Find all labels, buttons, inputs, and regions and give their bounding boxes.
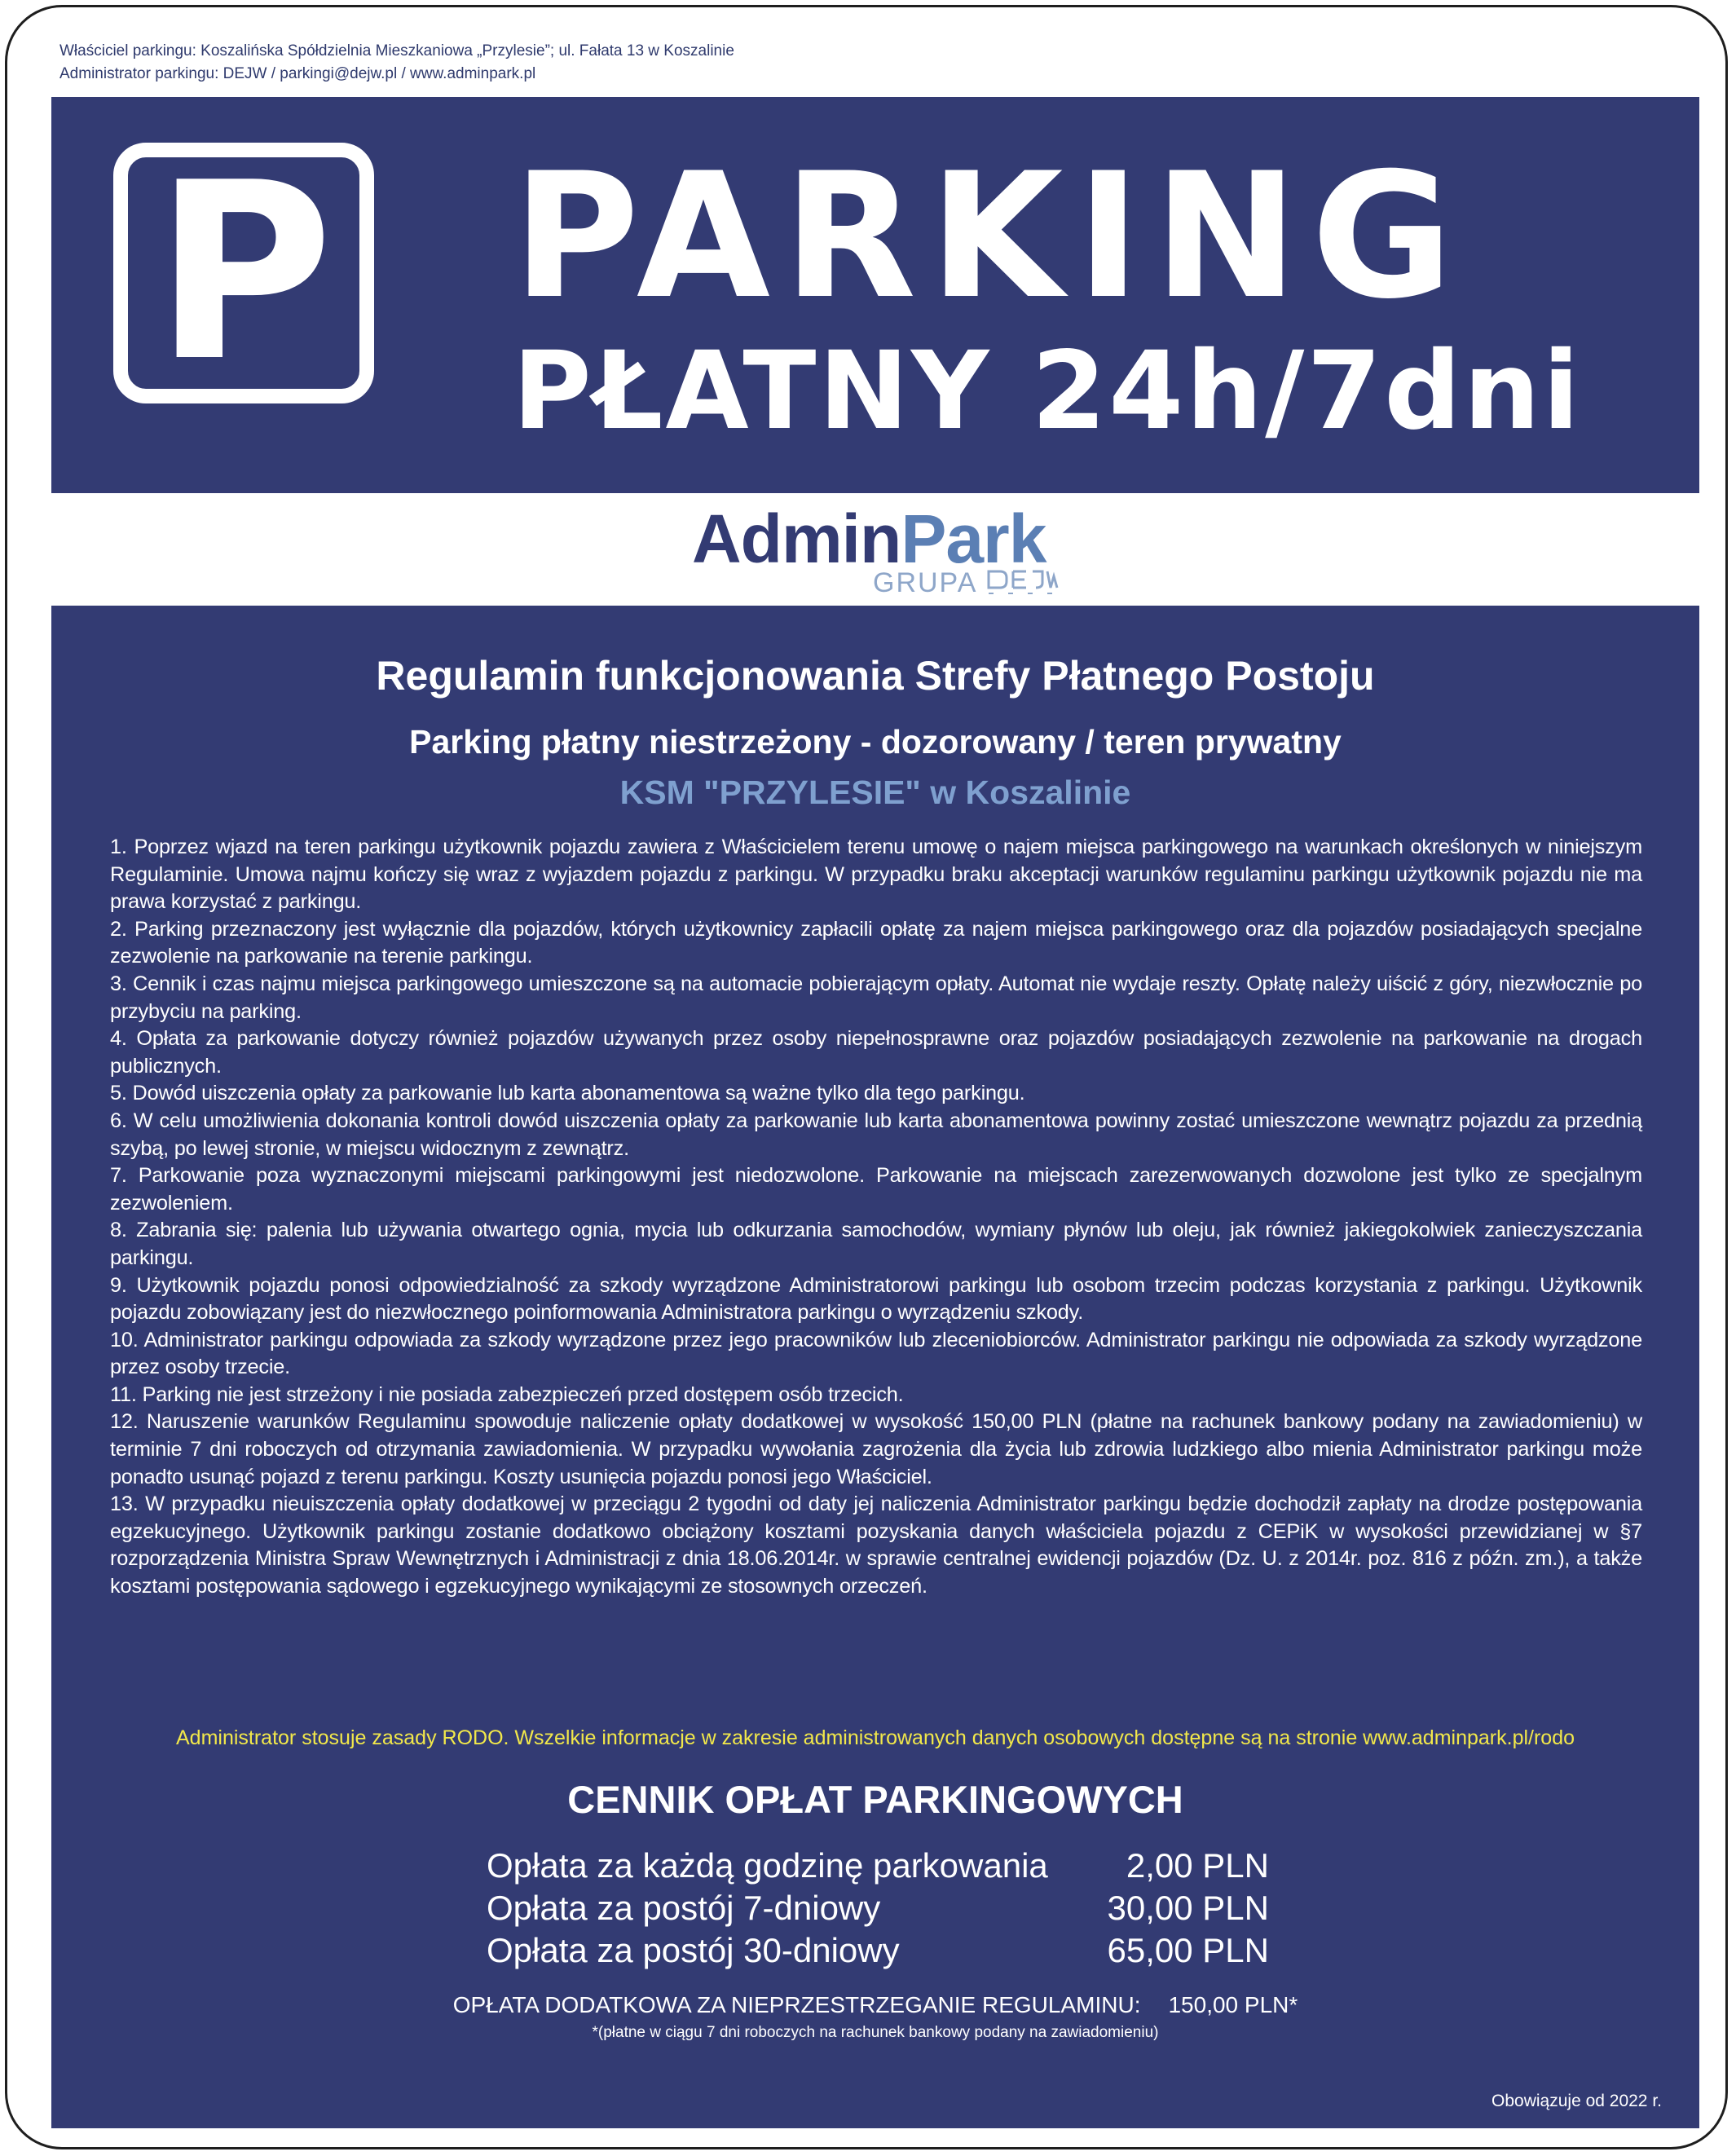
extra-fee-label: OPŁATA DODATKOWA ZA NIEPRZESTRZEGANIE REGULAMINU:	[452, 1992, 1141, 2017]
parking-p-icon	[113, 130, 374, 415]
regulations-panel	[51, 606, 1699, 2128]
logo-park-text: Park	[901, 500, 1046, 577]
rule-item: 9. Użytkownik pojazdu ponosi odpowiedzialność za szkody wyrządzone Administratorowi parkingu lub osobom trzecim podczas korzystania z parkingu. Użytkownik pojazdu zobowiązany jest do niezwłocznego poinformowania Administratora parkingu o wyrządzeniu szkody.	[110, 1273, 1642, 1325]
parking-banner	[51, 97, 1699, 493]
rodo-notice: Administrator stosuje zasady RODO. Wszelkie informacje w zakresie administrowanych danych osobowych dostępne są na stronie www.adminpark.pl/rodo	[175, 1726, 1575, 1749]
regulations-title: Regulamin funkcjonowania Strefy Płatnego Postoju	[376, 653, 1375, 699]
rule-item: 5. Dowód uiszczenia opłaty za parkowanie lub karta abonamentowa są ważne tylko dla tego parkingu.	[110, 1082, 1025, 1105]
price-label: Opłata za postój 7-dniowy	[487, 1889, 881, 1927]
dejw-mark-icon	[985, 568, 1060, 597]
rule-item: 13. W przypadku nieuiszczenia opłaty dodatkowej w przeciągu 2 tygodni od daty jej naliczenia Administrator parkingu będzie dochodził zapłaty na drodze postępowania egzekucyjnego. Użytkownik parkingu zostanie dodatkowo obciążony kosztami pozyskania danych właściciela pojazdu z CEPiK w wysokości przewidzianej w §7 rozporządzenia Ministra Spraw Wewnętrznych i Administracji z dnia 18.06.2014r. w sprawie centralnej ewidencji pojazdów (Dz. U. z 2014r. poz. 816 z późn. zm.), a także kosztami postępowania sądowego i egzekucyjnego wynikającymi ze stosownych orzeczeń.	[110, 1492, 1642, 1598]
sign-board	[5, 5, 1728, 2149]
price-label: Opłata za postój 30-dniowy	[487, 1931, 900, 1969]
price-value: 65,00 PLN	[1107, 1931, 1269, 1969]
price-row	[487, 1929, 1269, 1972]
owner-line: Właściciel parkingu: Koszalińska Spółdzielnia Mieszkaniowa „Przylesie”; ul. Fałata 13 w Koszalinie	[59, 42, 734, 60]
rule-item: 2. Parking przeznaczony jest wyłącznie dla pojazdów, których użytkownicy zapłacili opłatę za najem miejsca parkingowego oraz dla pojazdów posiadających specjalne zezwolenie na parkowanie na terenie parkingu.	[110, 917, 1642, 968]
regulations-location: KSM "PRZYLESIE" w Koszalinie	[619, 774, 1131, 811]
price-list	[487, 1845, 1269, 1972]
extra-fee-footnote: *(płatne w ciągu 7 dni roboczych na rachunek bankowy podany na zawiadomieniu)	[592, 2024, 1159, 2041]
regulations-subtitle: Parking płatny niestrzeżony - dozorowany / teren prywatny	[409, 723, 1342, 761]
rules-list	[110, 834, 1642, 1601]
extra-fee-value: 150,00 PLN*	[1168, 1992, 1298, 2017]
price-row	[487, 1845, 1269, 1887]
logo-wordmark	[692, 500, 1046, 578]
logo-group-text: GRUPA	[873, 567, 978, 598]
valid-from: Obowiązuje od 2022 r.	[1491, 2092, 1662, 2110]
price-value: 30,00 PLN	[1107, 1889, 1269, 1927]
parking-p-letter: P	[154, 130, 333, 415]
admin-line: Administrator parkingu: DEJW / parkingi@dejw.pl / www.adminpark.pl	[59, 65, 536, 82]
rule-item: 3. Cennik i czas najmu miejsca parkingowego umieszczone są na automacie pobierającym opłaty. Automat nie wydaje reszty. Opłatę należy uiścić z góry, niezwłocznie po przybyciu na parking.	[110, 972, 1642, 1023]
rule-item: 12. Naruszenie warunków Regulaminu spowoduje naliczenie opłaty dodatkowej w wysokość 150,00 PLN (płatne na rachunek bankowy podany na zawiadomieniu) w terminie 7 dni roboczych od otrzymania zawiadomienia. W przypadku wywołania zagrożenia dla życia lub zdrowia ludzkiego albo mienia Administrator parkingu może ponadto usunąć pojazd z terenu parkingu. Koszty usunięcia pojazdu ponosi jego Właściciel.	[110, 1410, 1642, 1488]
adminpark-logo	[692, 500, 1067, 601]
rule-item: 10. Administrator parkingu odpowiada za szkody wyrządzone przez jego pracowników lub zleceniobiorców. Administrator parkingu nie odpowiada za szkody wyrządzone przez osoby trzecie.	[110, 1328, 1642, 1379]
rule-item: 6. W celu umożliwienia dokonania kontroli dowód uiszczenia opłaty za parkowanie lub karta abonamentowa powinny zostać umieszczone wewnątrz pojazdu za przednią szybą, po lewej stronie, w miejscu widocznym z zewnątrz.	[110, 1109, 1642, 1160]
pricing-title: CENNIK OPŁAT PARKINGOWYCH	[567, 1778, 1183, 1821]
rule-item: 1. Poprzez wjazd na teren parkingu użytkownik pojazdu zawiera z Właścicielem terenu umowę o najem miejsca parkingowego na warunkach określonych w niniejszym Regulaminie. Umowa najmu kończy się wraz z wyjazdem pojazdu z parkingu. W przypadku braku akceptacji warunków regulaminu parkingu użytkownik pojazdu nie ma prawa korzystać z parkingu.	[110, 836, 1642, 914]
owner-info	[59, 40, 734, 86]
rule-item: 4. Opłata za parkowanie dotyczy również pojazdów używanych przez osoby niepełnosprawne oraz pojazdów posiadających zezwolenie na parkowanie na drogach publicznych.	[110, 1027, 1642, 1078]
extra-fee-line	[51, 1991, 1699, 2019]
banner-subtitle: PŁATNY 24h/7dni	[513, 328, 1582, 454]
logo-admin-text: Admin	[692, 500, 901, 577]
rule-item: 7. Parkowanie poza wyznaczonymi miejscami parkingowymi jest niedozwolone. Parkowanie na miejscach zarezerwowanych dozwolone jest tylko ze specjalnym zezwoleniem.	[110, 1164, 1642, 1215]
price-row	[487, 1887, 1269, 1929]
rule-item: 8. Zabrania się: palenia lub używania otwartego ognia, mycia lub odkurzania samochodów, wymiany płynów lub oleju, jak również jakiegokolwiek zanieczyszczania parkingu.	[110, 1219, 1642, 1269]
rule-item: 11. Parking nie jest strzeżony i nie posiada zabezpieczeń przed dostępem osób trzecich.	[110, 1382, 904, 1406]
price-label: Opłata za każdą godzinę parkowania	[487, 1846, 1048, 1885]
price-value: 2,00 PLN	[1126, 1846, 1269, 1885]
banner-title: PARKING	[513, 135, 1466, 337]
